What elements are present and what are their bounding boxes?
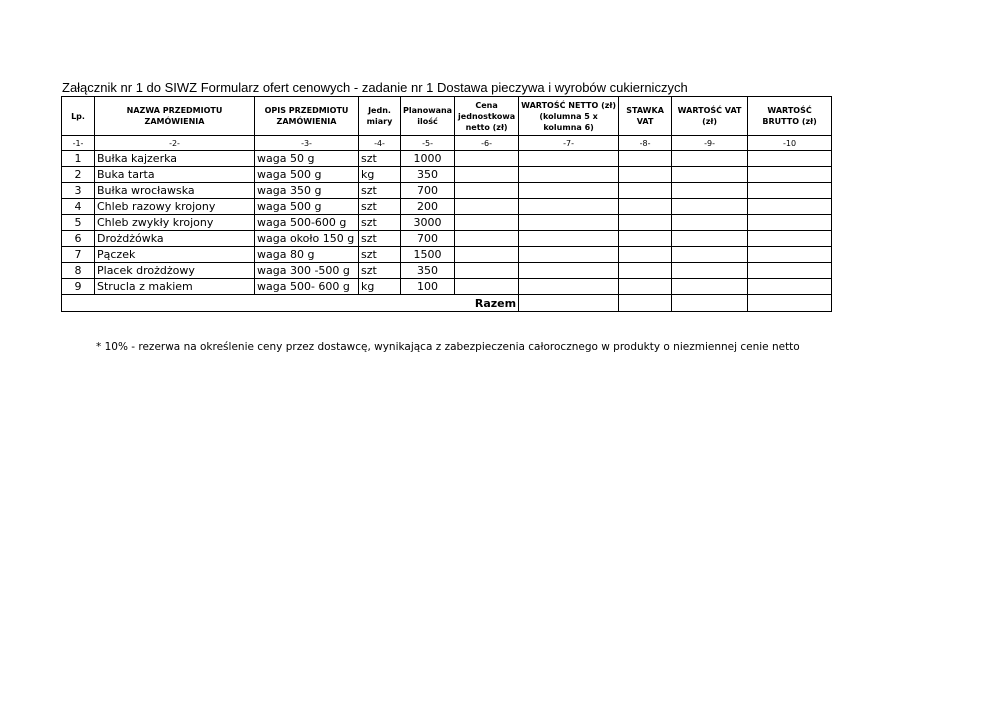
row-description: waga 50 g [255, 151, 359, 167]
row-quantity: 100 [401, 279, 455, 295]
total-gross-value-cell[interactable] [748, 295, 832, 312]
row-unit: szt [359, 183, 401, 199]
row-lp: 1 [62, 151, 95, 167]
row-lp: 7 [62, 247, 95, 263]
row-name: Bułka wrocławska [95, 183, 255, 199]
row-quantity: 3000 [401, 215, 455, 231]
row-lp: 9 [62, 279, 95, 295]
header-lp: Lp. [62, 97, 95, 136]
row-net-value-cell[interactable] [519, 247, 619, 263]
row-gross-value-cell[interactable] [748, 199, 832, 215]
row-unit-price-cell[interactable] [455, 263, 519, 279]
row-vat-rate-cell[interactable] [619, 183, 672, 199]
row-gross-value-cell[interactable] [748, 247, 832, 263]
row-net-value-cell[interactable] [519, 167, 619, 183]
row-net-value-cell[interactable] [519, 183, 619, 199]
row-unit-price-cell[interactable] [455, 247, 519, 263]
row-quantity: 200 [401, 199, 455, 215]
row-unit: szt [359, 215, 401, 231]
row-lp: 3 [62, 183, 95, 199]
column-number: -10 [748, 136, 832, 151]
table-row [62, 183, 832, 199]
column-number: -3- [255, 136, 359, 151]
row-gross-value-cell[interactable] [748, 263, 832, 279]
total-net-value-cell[interactable] [519, 295, 619, 312]
row-name: Strucla z makiem [95, 279, 255, 295]
row-vat-rate-cell[interactable] [619, 279, 672, 295]
row-name: Bułka kajzerka [95, 151, 255, 167]
row-vat-value-cell[interactable] [672, 215, 748, 231]
header-net-value: WARTOŚĆ NETTO (zł) (kolumna 5 x kolumna 6) [519, 97, 619, 136]
column-number: -5- [401, 136, 455, 151]
header-vat-rate: STAWKA VAT [619, 97, 672, 136]
row-description: waga około 150 g [255, 231, 359, 247]
row-vat-value-cell[interactable] [672, 199, 748, 215]
row-gross-value-cell[interactable] [748, 231, 832, 247]
column-number: -6- [455, 136, 519, 151]
row-vat-value-cell[interactable] [672, 247, 748, 263]
row-lp: 5 [62, 215, 95, 231]
row-unit: szt [359, 231, 401, 247]
total-vat-rate-cell[interactable] [619, 295, 672, 312]
row-lp: 4 [62, 199, 95, 215]
row-net-value-cell[interactable] [519, 199, 619, 215]
row-name: Chleb razowy krojony [95, 199, 255, 215]
row-unit: kg [359, 279, 401, 295]
row-unit-price-cell[interactable] [455, 151, 519, 167]
row-unit: szt [359, 199, 401, 215]
row-unit: szt [359, 151, 401, 167]
row-gross-value-cell[interactable] [748, 167, 832, 183]
document-title: Załącznik nr 1 do SIWZ Formularz ofert cenowych - zadanie nr 1 Dostawa pieczywa i wyrobów cukierniczych [62, 80, 688, 95]
header-unit-price: Cena jednostkowa netto (zł) [455, 97, 519, 136]
row-name: Pączek [95, 247, 255, 263]
row-unit-price-cell[interactable] [455, 183, 519, 199]
row-unit-price-cell[interactable] [455, 167, 519, 183]
row-description: waga 500 g [255, 199, 359, 215]
row-unit: szt [359, 263, 401, 279]
total-label: Razem [62, 295, 519, 312]
row-name: Drożdżówka [95, 231, 255, 247]
row-unit-price-cell[interactable] [455, 215, 519, 231]
row-lp: 6 [62, 231, 95, 247]
table-row [62, 279, 832, 295]
row-description: waga 350 g [255, 183, 359, 199]
row-net-value-cell[interactable] [519, 231, 619, 247]
row-unit: kg [359, 167, 401, 183]
row-vat-value-cell[interactable] [672, 151, 748, 167]
row-vat-value-cell[interactable] [672, 279, 748, 295]
header-row [62, 97, 832, 136]
row-gross-value-cell[interactable] [748, 279, 832, 295]
row-net-value-cell[interactable] [519, 151, 619, 167]
table-row [62, 231, 832, 247]
row-quantity: 700 [401, 183, 455, 199]
row-gross-value-cell[interactable] [748, 151, 832, 167]
table-row [62, 263, 832, 279]
row-vat-rate-cell[interactable] [619, 263, 672, 279]
row-gross-value-cell[interactable] [748, 183, 832, 199]
row-vat-value-cell[interactable] [672, 231, 748, 247]
row-net-value-cell[interactable] [519, 279, 619, 295]
row-description: waga 500 g [255, 167, 359, 183]
row-description: waga 300 -500 g [255, 263, 359, 279]
row-vat-rate-cell[interactable] [619, 215, 672, 231]
row-lp: 2 [62, 167, 95, 183]
row-name: Buka tarta [95, 167, 255, 183]
column-number: -4- [359, 136, 401, 151]
row-lp: 8 [62, 263, 95, 279]
row-unit: szt [359, 247, 401, 263]
row-description: waga 500- 600 g [255, 279, 359, 295]
row-unit-price-cell[interactable] [455, 199, 519, 215]
row-name: Chleb zwykły krojony [95, 215, 255, 231]
row-unit-price-cell[interactable] [455, 231, 519, 247]
table-row [62, 215, 832, 231]
row-vat-value-cell[interactable] [672, 167, 748, 183]
row-vat-value-cell[interactable] [672, 183, 748, 199]
row-unit-price-cell[interactable] [455, 279, 519, 295]
table-row [62, 199, 832, 215]
footnote: * 10% - rezerwa na określenie ceny przez dostawcę, wynikająca z zabezpieczenia całorocznego w produkty o niezmiennej cenie netto [96, 341, 800, 353]
table-row [62, 247, 832, 263]
total-row [62, 295, 832, 312]
column-number: -1- [62, 136, 95, 151]
row-quantity: 700 [401, 231, 455, 247]
row-net-value-cell[interactable] [519, 215, 619, 231]
table-row [62, 151, 832, 167]
column-number-row [62, 136, 832, 151]
row-vat-rate-cell[interactable] [619, 199, 672, 215]
row-gross-value-cell[interactable] [748, 215, 832, 231]
row-vat-rate-cell[interactable] [619, 247, 672, 263]
header-name: NAZWA PRZEDMIOTU ZAMÓWIENIA [95, 97, 255, 136]
row-net-value-cell[interactable] [519, 263, 619, 279]
row-vat-value-cell[interactable] [672, 263, 748, 279]
row-quantity: 1500 [401, 247, 455, 263]
row-description: waga 80 g [255, 247, 359, 263]
row-quantity: 350 [401, 263, 455, 279]
row-name: Placek drożdżowy [95, 263, 255, 279]
header-gross-value: WARTOŚĆ BRUTTO (zł) [748, 97, 832, 136]
header-description: OPIS PRZEDMIOTU ZAMÓWIENIA [255, 97, 359, 136]
row-description: waga 500-600 g [255, 215, 359, 231]
total-vat-value-cell[interactable] [672, 295, 748, 312]
row-vat-rate-cell[interactable] [619, 231, 672, 247]
price-offer-table [61, 96, 832, 312]
column-number: -8- [619, 136, 672, 151]
header-vat-value: WARTOŚĆ VAT (zł) [672, 97, 748, 136]
column-number: -2- [95, 136, 255, 151]
row-quantity: 1000 [401, 151, 455, 167]
row-vat-rate-cell[interactable] [619, 167, 672, 183]
header-unit: Jedn. miary [359, 97, 401, 136]
column-number: -9- [672, 136, 748, 151]
row-quantity: 350 [401, 167, 455, 183]
row-vat-rate-cell[interactable] [619, 151, 672, 167]
header-quantity: Planowana ilość [401, 97, 455, 136]
column-number: -7- [519, 136, 619, 151]
table-row [62, 167, 832, 183]
